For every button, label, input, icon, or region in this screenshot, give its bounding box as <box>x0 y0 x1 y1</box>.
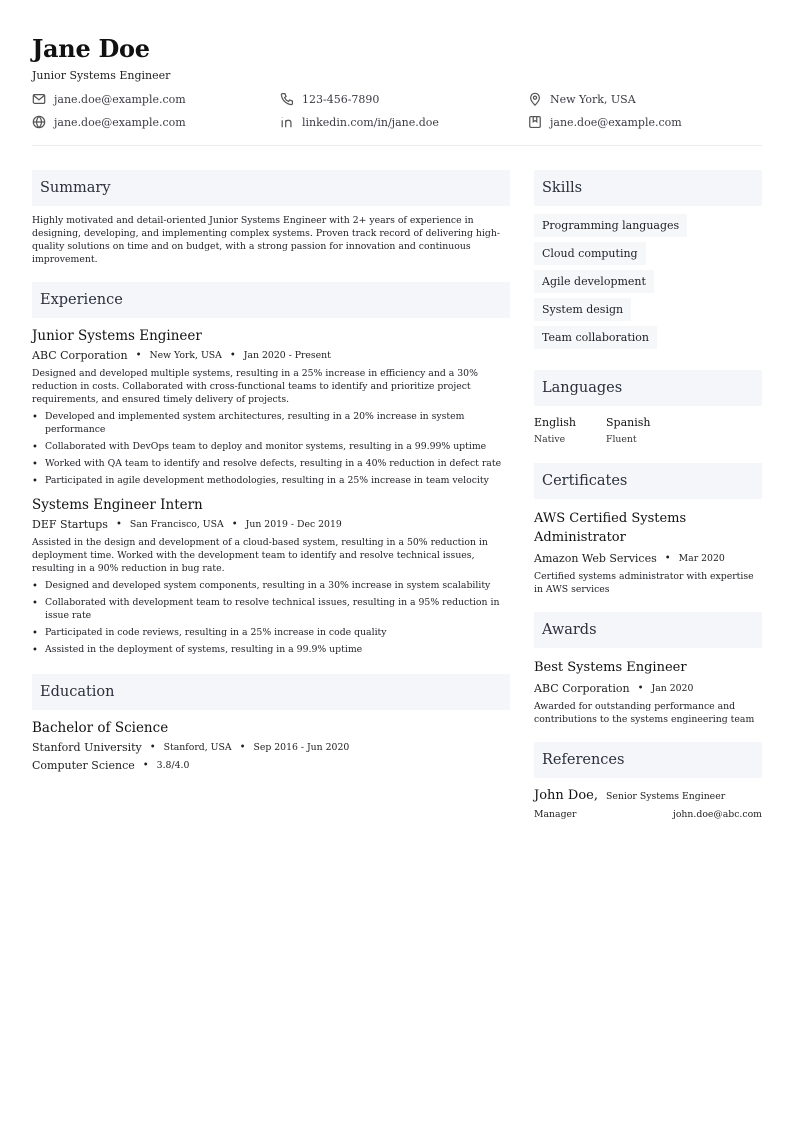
school-location: Stanford, USA <box>163 742 232 753</box>
skill-tag: Programming languages <box>534 214 687 237</box>
language-item <box>534 416 606 445</box>
side-column <box>534 170 762 820</box>
contact-linkedin[interactable] <box>280 115 439 129</box>
school-name: Stanford University <box>32 741 142 754</box>
language-level: Fluent <box>606 434 637 445</box>
mail-icon <box>32 92 46 106</box>
separator-dot: • <box>231 519 238 530</box>
award-issuer: ABC Corporation <box>534 682 630 695</box>
bookmark-icon <box>528 115 542 129</box>
job-bullet: • Developed and implemented system architectures, resulting in a 20% increase in system performance <box>32 410 510 436</box>
job-bullet: • Designed and developed system components, resulting in a 30% increase in system scalability <box>32 579 510 592</box>
gpa: 3.8/4.0 <box>156 760 190 771</box>
field-of-study: Computer Science <box>32 759 135 772</box>
language-name: Spanish <box>606 416 651 429</box>
job-entry <box>32 497 510 656</box>
language-item <box>606 416 678 445</box>
job-bullets <box>32 579 510 656</box>
separator-dot: • <box>142 760 149 771</box>
job-dates: Jan 2020 - Present <box>243 350 331 361</box>
job-meta <box>32 349 510 362</box>
reference-header <box>534 788 762 803</box>
contact-phone[interactable] <box>280 92 379 106</box>
job-description: Assisted in the design and development of a cloud-based system, resulting in a 50% reduction in deployment time. Worked with the development team to identify and resolve technical issues, resulting in a 90% reduction in bug rate. <box>32 537 488 574</box>
job-title: Junior Systems Engineer <box>32 328 202 344</box>
main-column <box>32 170 510 772</box>
separator-dot: • <box>115 519 122 530</box>
certificates-heading: Certificates <box>534 463 762 499</box>
job-location: San Francisco, USA <box>129 519 224 530</box>
linkedin-icon <box>280 115 294 129</box>
education-meta <box>32 741 510 754</box>
summary-text: Highly motivated and detail-oriented Junior Systems Engineer with 2+ years of experience in designing, developing, and implementing complex systems. Proven track record of delivering high-quality solutions on time and on budget, with a strong passion for innovation and continuous improvement. <box>32 215 500 265</box>
skills-list <box>534 214 762 354</box>
job-bullet: • Collaborated with DevOps team to deploy and monitor systems, resulting in a 99.99% uptime <box>32 440 510 453</box>
certificate-description: Certified systems administrator with expertise in AWS services <box>534 571 754 595</box>
contact-portfolio-text: jane.doe@example.com <box>550 115 682 129</box>
reference-title: Senior Systems Engineer <box>606 791 726 802</box>
separator-dot: • <box>664 553 671 564</box>
job-meta <box>32 518 510 531</box>
skill-tag: Cloud computing <box>534 242 646 265</box>
job-entry <box>32 328 510 487</box>
separator-dot: • <box>637 683 644 694</box>
language-level: Native <box>534 434 566 445</box>
header-divider <box>32 145 762 146</box>
contact-portfolio[interactable] <box>528 115 682 129</box>
language-name: English <box>534 416 576 429</box>
job-bullet: • Collaborated with development team to resolve technical issues, resulting in a 95% reduction in issue rate <box>32 596 510 622</box>
award-title: Best Systems Engineer <box>534 660 687 675</box>
experience-heading: Experience <box>32 282 510 318</box>
languages-heading: Languages <box>534 370 762 406</box>
contact-website-text: jane.doe@example.com <box>54 115 186 129</box>
job-bullet: • Participated in code reviews, resulting in a 25% increase in code quality <box>32 626 510 639</box>
separator-dot: • <box>135 350 142 361</box>
certificate-issuer: Amazon Web Services <box>534 552 657 565</box>
contact-location-text: New York, USA <box>550 92 636 106</box>
globe-icon <box>32 115 46 129</box>
reference-name: John Doe, <box>534 788 598 803</box>
phone-icon <box>280 92 294 106</box>
separator-dot: • <box>149 742 156 753</box>
skills-heading: Skills <box>534 170 762 206</box>
skill-tag: System design <box>534 298 631 321</box>
separator-dot: • <box>229 350 236 361</box>
job-company: DEF Startups <box>32 518 108 531</box>
skill-tag: Agile development <box>534 270 654 293</box>
languages-list <box>534 416 762 445</box>
education-dates: Sep 2016 - Jun 2020 <box>253 742 350 753</box>
award-meta <box>534 682 762 695</box>
contact-linkedin-text: linkedin.com/in/jane.doe <box>302 115 439 129</box>
job-bullets <box>32 410 510 487</box>
award-description: Awarded for outstanding performance and contributions to the systems engineering team <box>534 701 755 725</box>
certificate-date: Mar 2020 <box>678 553 725 564</box>
job-description: Designed and developed multiple systems, resulting in a 25% increase in efficiency and a 30% reduction in costs. Collaborated with cross-functional teams to identify and prioritize project requirements, and ensured timely delivery of projects. <box>32 368 478 405</box>
award-date: Jan 2020 <box>651 683 694 694</box>
separator-dot: • <box>239 742 246 753</box>
job-company: ABC Corporation <box>32 349 128 362</box>
job-title: Systems Engineer Intern <box>32 497 203 513</box>
skill-tag: Team collaboration <box>534 326 657 349</box>
reference-details <box>534 809 762 820</box>
certificate-meta <box>534 552 762 565</box>
reference-email[interactable]: john.doe@abc.com <box>672 809 762 820</box>
job-bullet: • Assisted in the deployment of systems, resulting in a 99.9% uptime <box>32 643 510 656</box>
education-field-meta <box>32 759 510 772</box>
certificate-title: AWS Certified Systems Administrator <box>534 511 687 545</box>
contact-website[interactable] <box>32 115 186 129</box>
reference-relation: Manager <box>534 809 577 820</box>
references-heading: References <box>534 742 762 778</box>
contact-email[interactable] <box>32 92 186 106</box>
candidate-role: Junior Systems Engineer <box>32 69 171 82</box>
education-heading: Education <box>32 674 510 710</box>
awards-heading: Awards <box>534 612 762 648</box>
degree-title: Bachelor of Science <box>32 720 169 736</box>
job-bullet: • Participated in agile development methodologies, resulting in a 25% increase in team velocity <box>32 474 510 487</box>
summary-heading: Summary <box>32 170 510 206</box>
job-location: New York, USA <box>149 350 222 361</box>
contact-phone-text: 123-456-7890 <box>302 92 380 106</box>
contact-location <box>528 92 636 106</box>
job-bullet: • Worked with QA team to identify and resolve defects, resulting in a 40% reduction in defect rate <box>32 457 510 470</box>
map-pin-icon <box>528 92 542 106</box>
job-dates: Jun 2019 - Dec 2019 <box>245 519 342 530</box>
contact-email-text: jane.doe@example.com <box>54 92 186 106</box>
candidate-name: Jane Doe <box>32 34 150 63</box>
